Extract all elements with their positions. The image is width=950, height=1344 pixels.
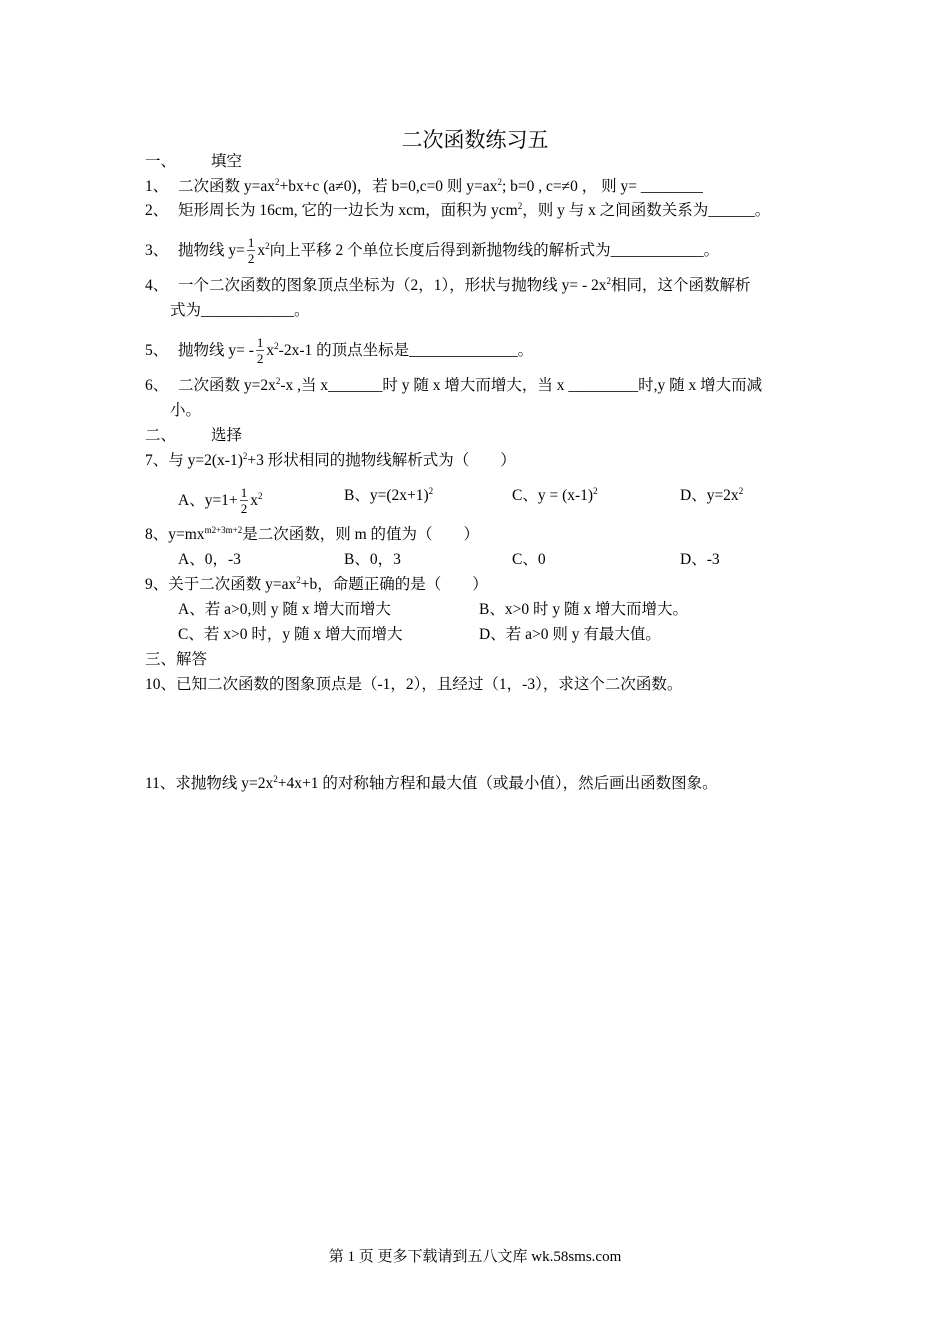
question-text: 矩形周长为 16cm, 它的一边长为 xcm，面积为 ycm [178, 202, 518, 219]
fraction-denominator: 2 [240, 501, 248, 516]
fraction-denominator: 2 [247, 251, 255, 266]
exponent: 2 [593, 486, 598, 496]
question-text: +4x+1 的对称轴方程和最大值（或最小值），然后画出函数图象。 [277, 775, 718, 792]
exponent: 2 [242, 451, 248, 461]
fraction-one-half [256, 335, 265, 366]
exponent: 2 [275, 376, 281, 386]
question-text: +3 形状相同的抛物线解析式为（ ） [247, 452, 516, 469]
question-3 [145, 236, 719, 267]
section-heading-fill-in [145, 152, 242, 172]
question-text: x [266, 342, 275, 360]
section-label: 填空 [211, 153, 243, 170]
question-text: ，则 y 与 x 之间函数关系为______。 [522, 202, 771, 219]
question-text: +bx+c (a≠0)，若 b=0,c=0 则 y=ax [279, 178, 498, 195]
q9-option-b: B、x>0 时 y 随 x 增大而增大。 [479, 601, 688, 618]
question-9 [145, 575, 488, 595]
option-text: D、y=2x [680, 487, 739, 504]
question-text: 9、关于二次函数 y=ax [145, 576, 297, 593]
q8-option-c: C、0 [512, 551, 546, 568]
question-number: 1、 [145, 178, 169, 195]
question-number: 4、 [145, 277, 169, 294]
fraction-one-half [247, 235, 256, 266]
section-label: 选择 [211, 427, 243, 444]
exponent: 2 [274, 341, 279, 352]
question-10: 10、已知二次函数的图象顶点是（-1，2），且经过（1，-3），求这个二次函数。 [145, 676, 683, 693]
question-number: 5、 [145, 342, 169, 360]
page-title: 二次函数练习五 [401, 128, 549, 152]
question-text: 二次函数 y=2x [178, 377, 276, 394]
fraction-one-half [240, 485, 249, 516]
q9-option-c: C、若 x>0 时，y 随 x 增大而增大 [178, 626, 403, 643]
exponent: 2 [265, 241, 270, 252]
question-4-continuation: 式为____________。 [170, 302, 310, 319]
exponent: 2 [606, 276, 612, 286]
question-text: 8、y=mx [145, 526, 205, 543]
question-text: 是二次函数，则 m 的值为（ ） [242, 526, 480, 543]
exponent: 2 [296, 575, 301, 585]
option-text: x [250, 492, 258, 510]
exponent: 2 [257, 491, 263, 502]
section-number: 一、 [145, 153, 177, 170]
question-6 [145, 376, 762, 396]
section-heading-solve: 三、解答 [145, 651, 208, 668]
question-text: +b，命题正确的是（ ） [300, 576, 488, 593]
exponent: 2 [517, 201, 523, 211]
question-7 [145, 451, 516, 471]
question-text: 向上平移 2 个单位长度后得到新抛物线的解析式为____________。 [269, 242, 720, 260]
question-5 [145, 336, 533, 367]
question-text: x [257, 242, 266, 260]
fraction-numerator: 1 [247, 235, 255, 250]
q7-option-d [680, 486, 743, 506]
question-6-continuation: 小。 [170, 402, 202, 419]
exponent: 2 [273, 774, 278, 784]
page-footer: 第 1 页 更多下载请到五八文库 wk.58sms.com [328, 1249, 622, 1265]
question-text: ; b=0 , c=≠0 ， 则 y= ________ [501, 178, 703, 195]
question-text: -x ,当 x_______时 y 随 x 增大而增大，当 x _________时,y 随 x 增大而减 [280, 377, 763, 394]
question-text: 抛物线 y= [178, 242, 245, 260]
q9-option-a: A、若 a>0,则 y 随 x 增大而增大 [178, 601, 391, 618]
q7-option-c [512, 486, 598, 506]
q8-option-b: B、0，3 [344, 551, 401, 568]
question-text: 一个二次函数的图象顶点坐标为（2，1），形状与抛物线 y= - 2x [178, 277, 607, 294]
q7-option-b [344, 486, 433, 506]
question-number: 2、 [145, 202, 169, 219]
option-text: B、y=(2x+1) [344, 487, 429, 504]
q8-option-d: D、-3 [680, 551, 720, 568]
question-4 [145, 276, 751, 296]
exponent: 2 [738, 486, 744, 496]
q7-option-a [178, 486, 262, 517]
question-text: 二次函数 y=ax [178, 178, 275, 195]
fraction-denominator: 2 [256, 351, 264, 366]
fraction-numerator: 1 [256, 335, 264, 350]
option-text: C、y = (x-1) [512, 487, 594, 504]
question-text: -2x-1 的顶点坐标是______________。 [278, 342, 534, 360]
question-text: 7、与 y=2(x-1) [145, 452, 243, 469]
option-text: A、y=1+ [178, 492, 238, 510]
q9-option-d: D、若 a>0 则 y 有最大值。 [479, 626, 661, 643]
question-11 [145, 774, 718, 794]
question-2 [145, 201, 770, 221]
section-heading-choice [145, 426, 242, 446]
exponent: 2 [497, 177, 502, 187]
question-text: 11、求抛物线 y=2x [145, 775, 274, 792]
fraction-numerator: 1 [240, 485, 248, 500]
exponent: 2 [428, 486, 434, 496]
question-text: 相同，这个函数解析 [611, 277, 751, 294]
exponent: m2+3m+2 [204, 525, 243, 535]
question-text: 抛物线 y= - [178, 342, 254, 360]
question-number: 6、 [145, 377, 169, 394]
section-number: 二、 [145, 427, 177, 444]
question-8 [145, 525, 479, 545]
question-1 [145, 177, 703, 197]
q8-option-a: A、0，-3 [178, 551, 241, 568]
question-number: 3、 [145, 242, 169, 260]
exponent: 2 [275, 177, 280, 187]
